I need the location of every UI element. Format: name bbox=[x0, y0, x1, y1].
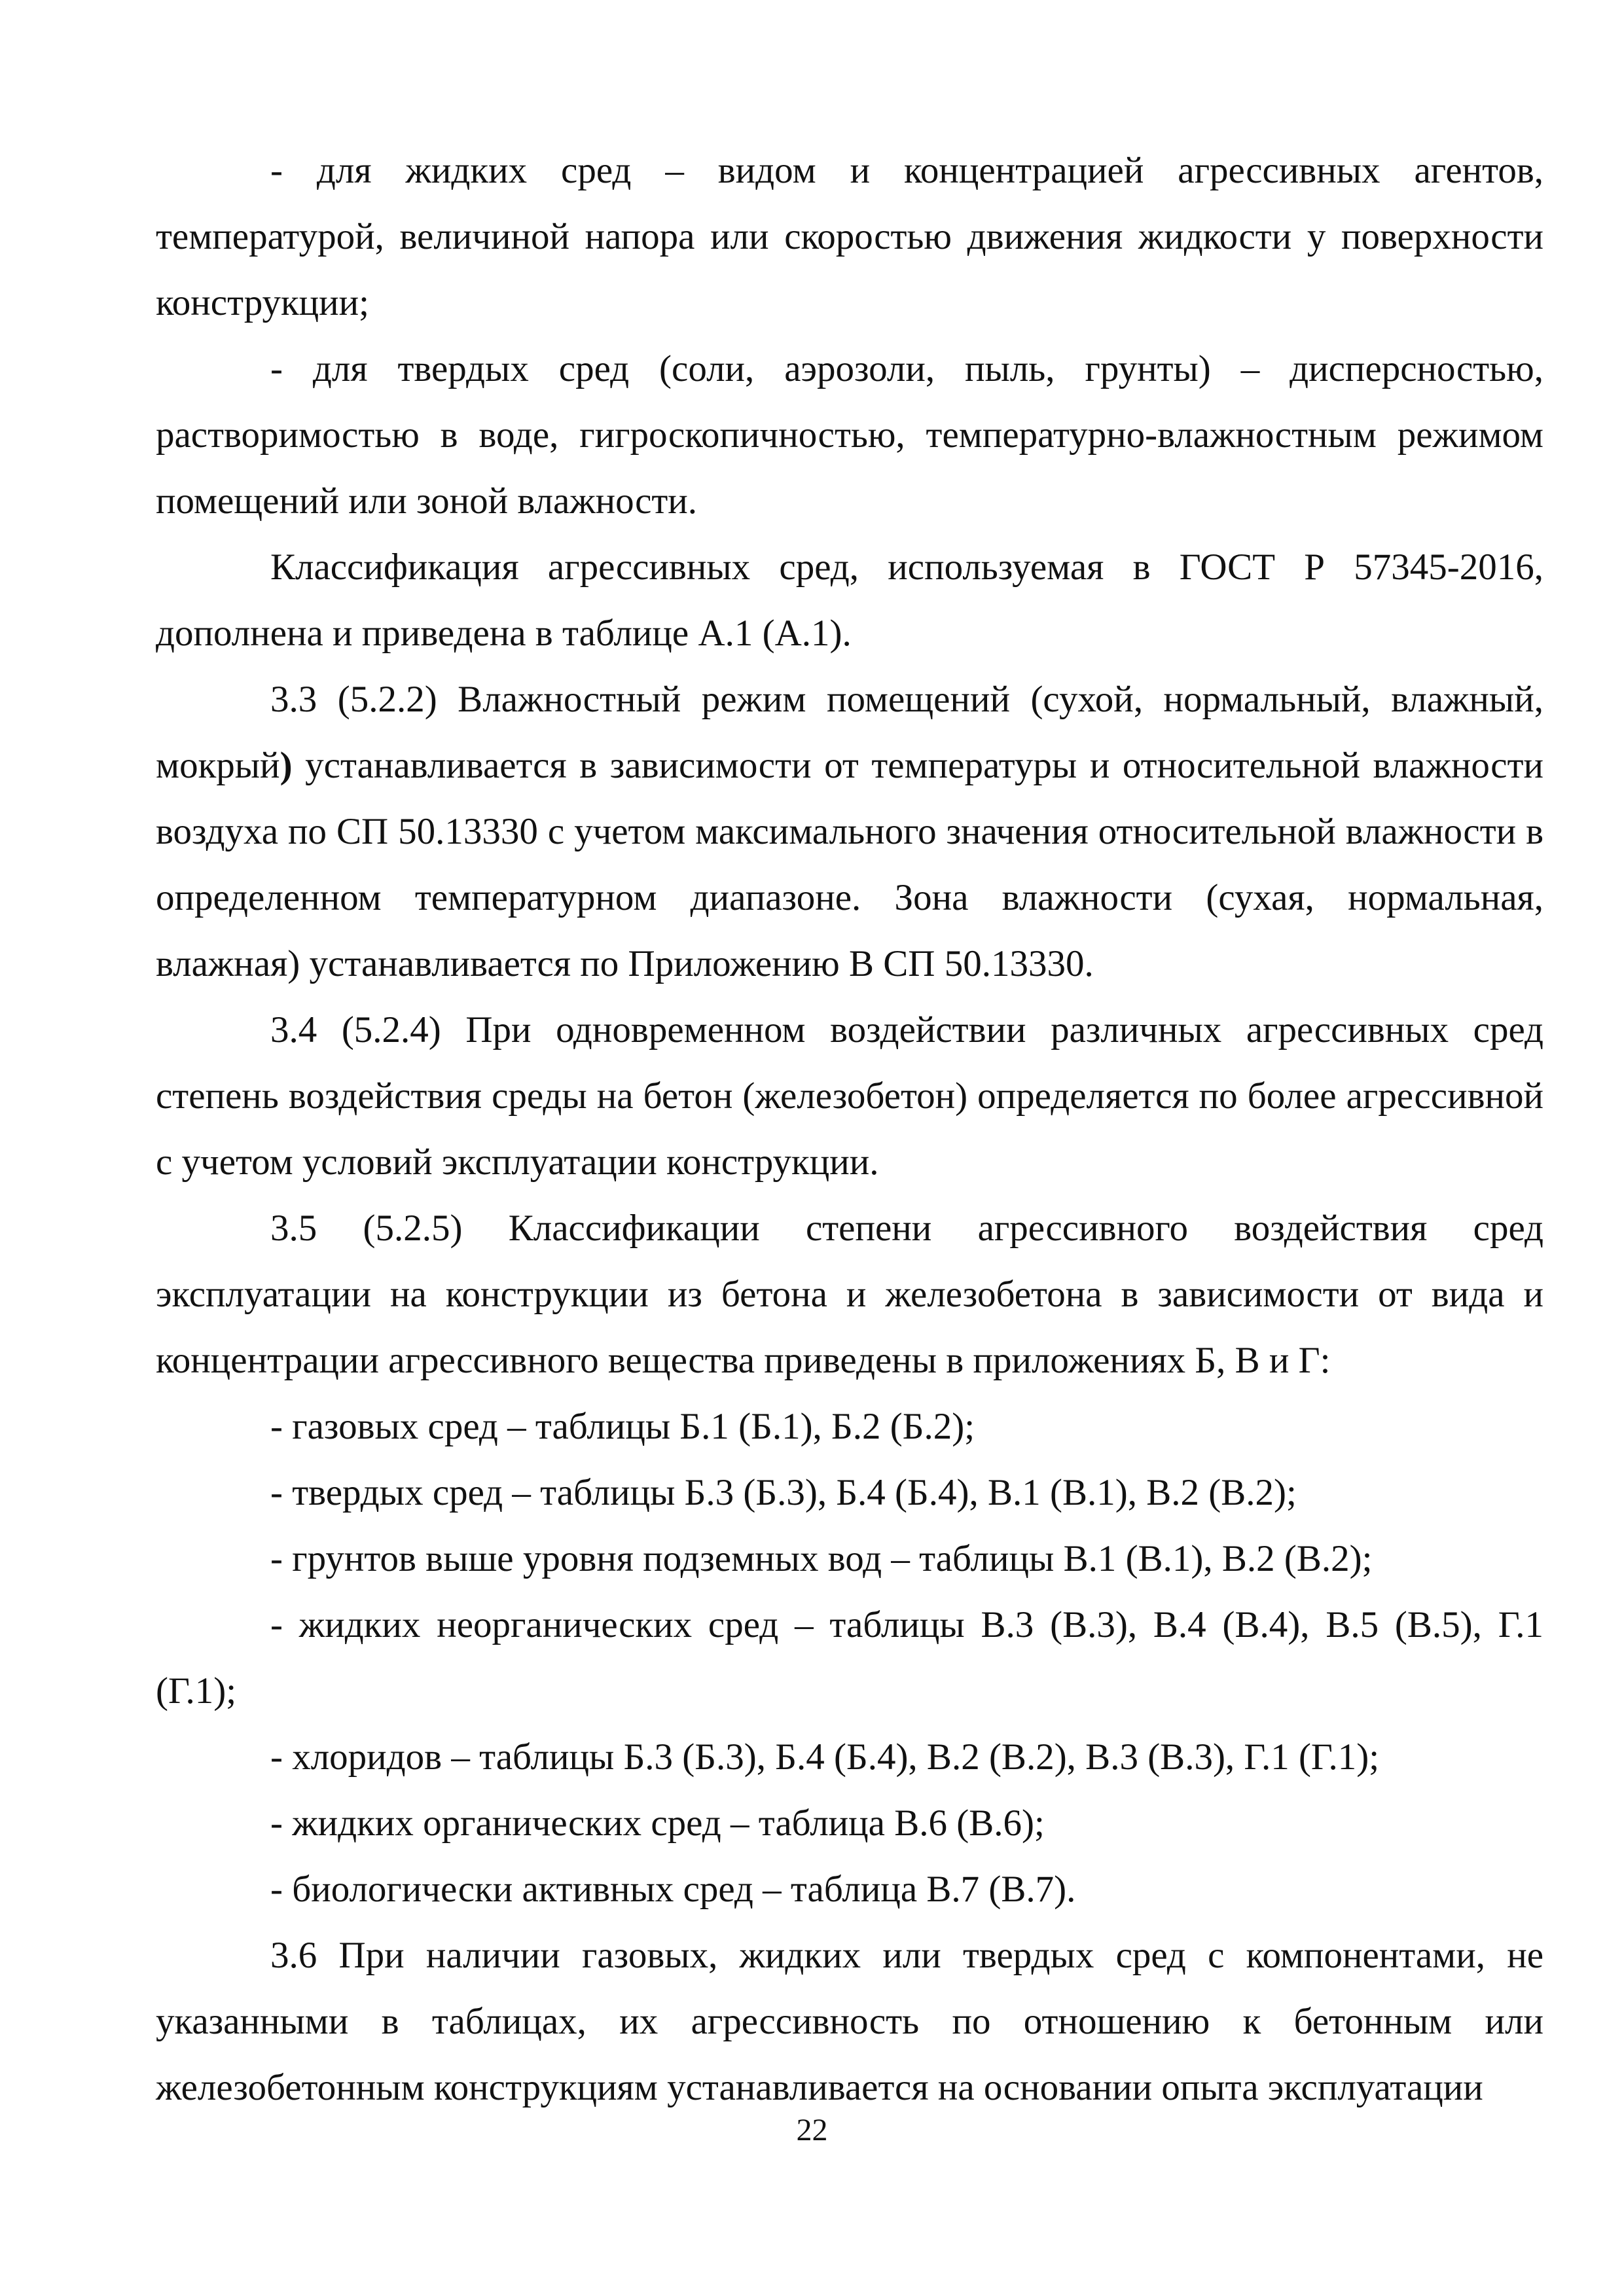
list-item-biological: - биологически активных сред – таблица В.7 (В.7). bbox=[270, 1869, 1076, 1910]
list-item-solid-media: - твердых сред – таблицы Б.3 (Б.3), Б.4 (Б.4), В.1 (В.1), В.2 (В.2); bbox=[270, 1472, 1297, 1513]
paragraph-3-5: 3.5 (5.2.5) Классификации степени агрессивного воздействия сред эксплуатации на конструкции из бетона и железобетона в зависимости от вида и концентрации агрессивного вещества приведены в приложениях Б, В и Г: bbox=[156, 1208, 1543, 1381]
page-number: 22 bbox=[796, 2113, 828, 2147]
paragraph-3-3 bbox=[156, 666, 1543, 997]
paragraph-3-3-text-end: устанавливается в зависимости от температуры и относительной влажности воздуха по СП 50.13330 с учетом максимального значения относительной влажности в определенном температурном диапазоне. Зона влажности (сухая, нормальная, влажная) устанавливается по Приложению В СП 50.13330. bbox=[156, 745, 1543, 984]
paragraph-solid-media: - для твердых сред (соли, аэрозоли, пыль, грунты) – дисперсностью, растворимостью в воде, гигроскопичностью, температурно-влажностным режимом помещений или зоной влажности. bbox=[156, 348, 1543, 522]
document-body bbox=[156, 137, 1543, 2121]
paragraph-3-3-bold-paren: ) bbox=[280, 745, 293, 786]
paragraph-classification: Классификация агрессивных сред, используемая в ГОСТ Р 57345-2016, дополнена и приведена в таблице А.1 (А.1). bbox=[156, 547, 1543, 654]
paragraph-3-6: 3.6 При наличии газовых, жидких или твердых сред с компонентами, не указанными в таблицах, их агрессивность по отношению к бетонным или железобетонным конструкциям устанавливается на основании опыта эксплуатации bbox=[156, 1935, 1543, 2108]
list-item-liquid-organic: - жидких органических сред – таблица В.6 (В.6); bbox=[270, 1803, 1045, 1844]
list-item-gas-media: - газовых сред – таблицы Б.1 (Б.1), Б.2 (Б.2); bbox=[270, 1406, 975, 1447]
paragraph-3-3-text-start: 3.3 (5.2.2) Влажностный режим помещений (сухой, нормальный, влажный, мокрый bbox=[156, 679, 1543, 786]
list-item-liquid-inorganic: - жидких неорганических сред – таблицы В.3 (В.3), В.4 (В.4), В.5 (В.5), Г.1 (Г.1); bbox=[156, 1604, 1543, 1712]
list-item-soils: - грунтов выше уровня подземных вод – таблицы В.1 (В.1), В.2 (В.2); bbox=[270, 1538, 1373, 1579]
list-item-chlorides: - хлоридов – таблицы Б.3 (Б.3), Б.4 (Б.4), В.2 (В.2), В.3 (В.3), Г.1 (Г.1); bbox=[270, 1736, 1380, 1778]
paragraph-3-4: 3.4 (5.2.4) При одновременном воздействии различных агрессивных сред степень воздействия среды на бетон (железобетон) определяется по более агрессивной с учетом условий эксплуатации конструкции. bbox=[156, 1009, 1543, 1183]
paragraph-liquid-media: - для жидких сред – видом и концентрацией агрессивных агентов, температурой, величиной напора или скоростью движения жидкости у поверхности конструкции; bbox=[156, 150, 1543, 323]
